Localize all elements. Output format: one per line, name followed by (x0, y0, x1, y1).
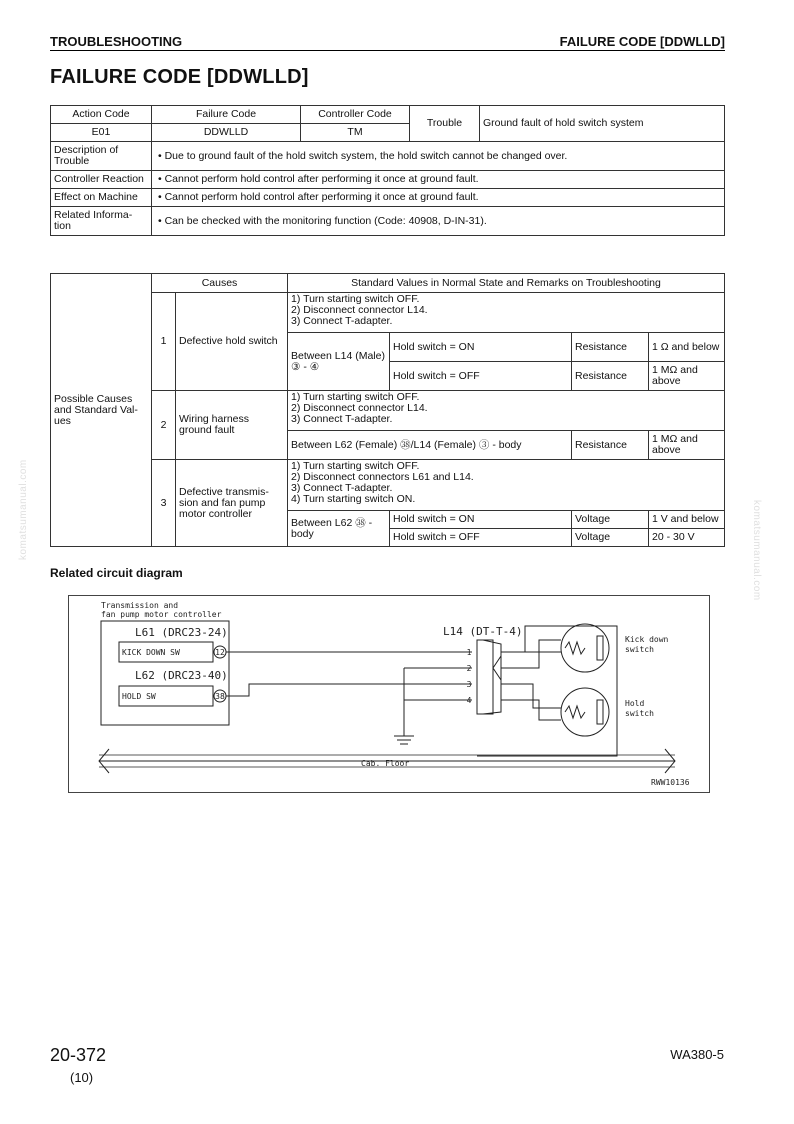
watermark: komatsumanual.com (751, 500, 762, 601)
connector-l14-label: L14 (DT-T-4) (443, 625, 523, 638)
hold-switch-label-2: switch (625, 709, 654, 718)
header-code: FAILURE CODE [DDWLLD] (559, 34, 725, 49)
trouble-text: Ground fault of hold switch system (480, 106, 725, 142)
kick-down-sw-label: KICK DOWN SW (122, 648, 180, 657)
col-failure-code: Failure Code (152, 106, 301, 124)
wire-hold-b (501, 700, 561, 720)
l14-pin-1: 1 (466, 648, 472, 657)
circuit-diagram-heading: Related circuit diagram (50, 566, 183, 580)
wire-hold-a (501, 684, 561, 708)
l14-plug (483, 640, 501, 714)
cause-name: Wiring harness ground fault (176, 391, 288, 460)
standard-value: 20 - 30 V (649, 529, 725, 547)
page-number: 20-372 (50, 1045, 107, 1065)
measure-between: Between L62 ㊳ - body (288, 511, 390, 547)
model-name: WA380-5 (670, 1047, 724, 1062)
connector-l61-label: L61 (DRC23-24) (135, 626, 228, 639)
action-code: E01 (51, 124, 152, 142)
condition: Hold switch = ON (390, 333, 572, 362)
standard-value: 1 MΩ and above (649, 362, 725, 391)
measure-type: Resistance (572, 431, 649, 460)
circuit-diagram-svg (69, 596, 709, 792)
trouble-label: Trouble (410, 106, 480, 142)
failure-code: DDWLLD (152, 124, 301, 142)
pin-38-label: 38 (215, 692, 225, 701)
cause-name: Defective transmis-sion and fan pump motor controller (176, 460, 288, 547)
header-section: TROUBLESHOOTING (50, 34, 183, 49)
controller-label-line2: fan pump motor controller (101, 610, 222, 619)
col-standard-values: Standard Values in Normal State and Remarks on Troubleshooting (288, 274, 725, 293)
controller-label-line1: Transmission and (101, 601, 179, 610)
standard-value: 1 MΩ and above (649, 431, 725, 460)
hold-sw-label: HOLD SW (122, 692, 156, 701)
possible-causes-label: Possible Causes and Standard Val-ues (51, 274, 152, 547)
page-title: FAILURE CODE [DDWLLD] (50, 66, 309, 88)
l14-pin-2: 2 (466, 664, 472, 673)
condition: Hold switch = OFF (390, 529, 572, 547)
cause-number: 1 (152, 293, 176, 391)
row-label: Description of Trouble (51, 142, 152, 171)
measure-between: Between L62 (Female) ㊳/L14 (Female) ③ - body (288, 431, 572, 460)
row-label: Related Informa-tion (51, 207, 152, 236)
row-label: Controller Reaction (51, 171, 152, 189)
cause-name: Defective hold switch (176, 293, 288, 391)
col-action-code: Action Code (51, 106, 152, 124)
procedure-steps: 1) Turn starting switch OFF. 2) Disconnect connector L14. 3) Connect T-adapter. (288, 293, 725, 333)
l14-pin-3: 3 (466, 680, 472, 689)
measure-between: Between L14 (Male) ③ - ④ (288, 333, 390, 391)
cause-number: 2 (152, 391, 176, 460)
row-text: • Due to ground fault of the hold switch system, the hold switch cannot be changed over. (152, 142, 725, 171)
l14-connector (477, 640, 493, 714)
diagram-ref: RWW10136 (651, 778, 690, 787)
condition: Hold switch = ON (390, 511, 572, 529)
row-text: • Can be checked with the monitoring function (Code: 40908, D-IN-31). (152, 207, 725, 236)
connector-l62-label: L62 (DRC23-40) (135, 669, 228, 682)
controller-code: TM (301, 124, 410, 142)
measure-type: Voltage (572, 511, 649, 529)
wire-kd-a (501, 640, 561, 668)
row-label: Effect on Machine (51, 189, 152, 207)
measure-type: Resistance (572, 362, 649, 391)
wire-hold (226, 684, 464, 696)
procedure-steps: 1) Turn starting switch OFF. 2) Disconnect connector L14. 3) Connect T-adapter. (288, 391, 725, 431)
col-controller-code: Controller Code (301, 106, 410, 124)
cause-number: 3 (152, 460, 176, 547)
ground-icon (394, 736, 414, 744)
procedure-steps: 1) Turn starting switch OFF. 2) Disconnect connectors L61 and L14. 3) Connect T-adapter. 4) Turn starting switch ON. (288, 460, 725, 511)
standard-value: 1 V and below (649, 511, 725, 529)
failure-info-table (50, 105, 725, 236)
l14-pin-4: 4 (466, 696, 472, 705)
watermark: komatsumanual.com (18, 459, 29, 560)
cab-floor-label: Cab. Floor (361, 759, 410, 768)
hold-switch-label-1: Hold (625, 699, 645, 708)
standard-value: 1 Ω and below (649, 333, 725, 362)
causes-table (50, 273, 725, 547)
measure-type: Resistance (572, 333, 649, 362)
revision: (10) (70, 1070, 94, 1085)
kick-down-switch-label-2: switch (625, 645, 654, 654)
circuit-diagram (68, 595, 710, 793)
measure-type: Voltage (572, 529, 649, 547)
row-text: • Cannot perform hold control after performing it once at ground fault. (152, 171, 725, 189)
kick-down-switch-label-1: Kick down (625, 635, 669, 644)
col-causes: Causes (152, 274, 288, 293)
pin-12-label: 12 (215, 648, 225, 657)
page-header (50, 34, 725, 51)
row-text: • Cannot perform hold control after performing it once at ground fault. (152, 189, 725, 207)
condition: Hold switch = OFF (390, 362, 572, 391)
